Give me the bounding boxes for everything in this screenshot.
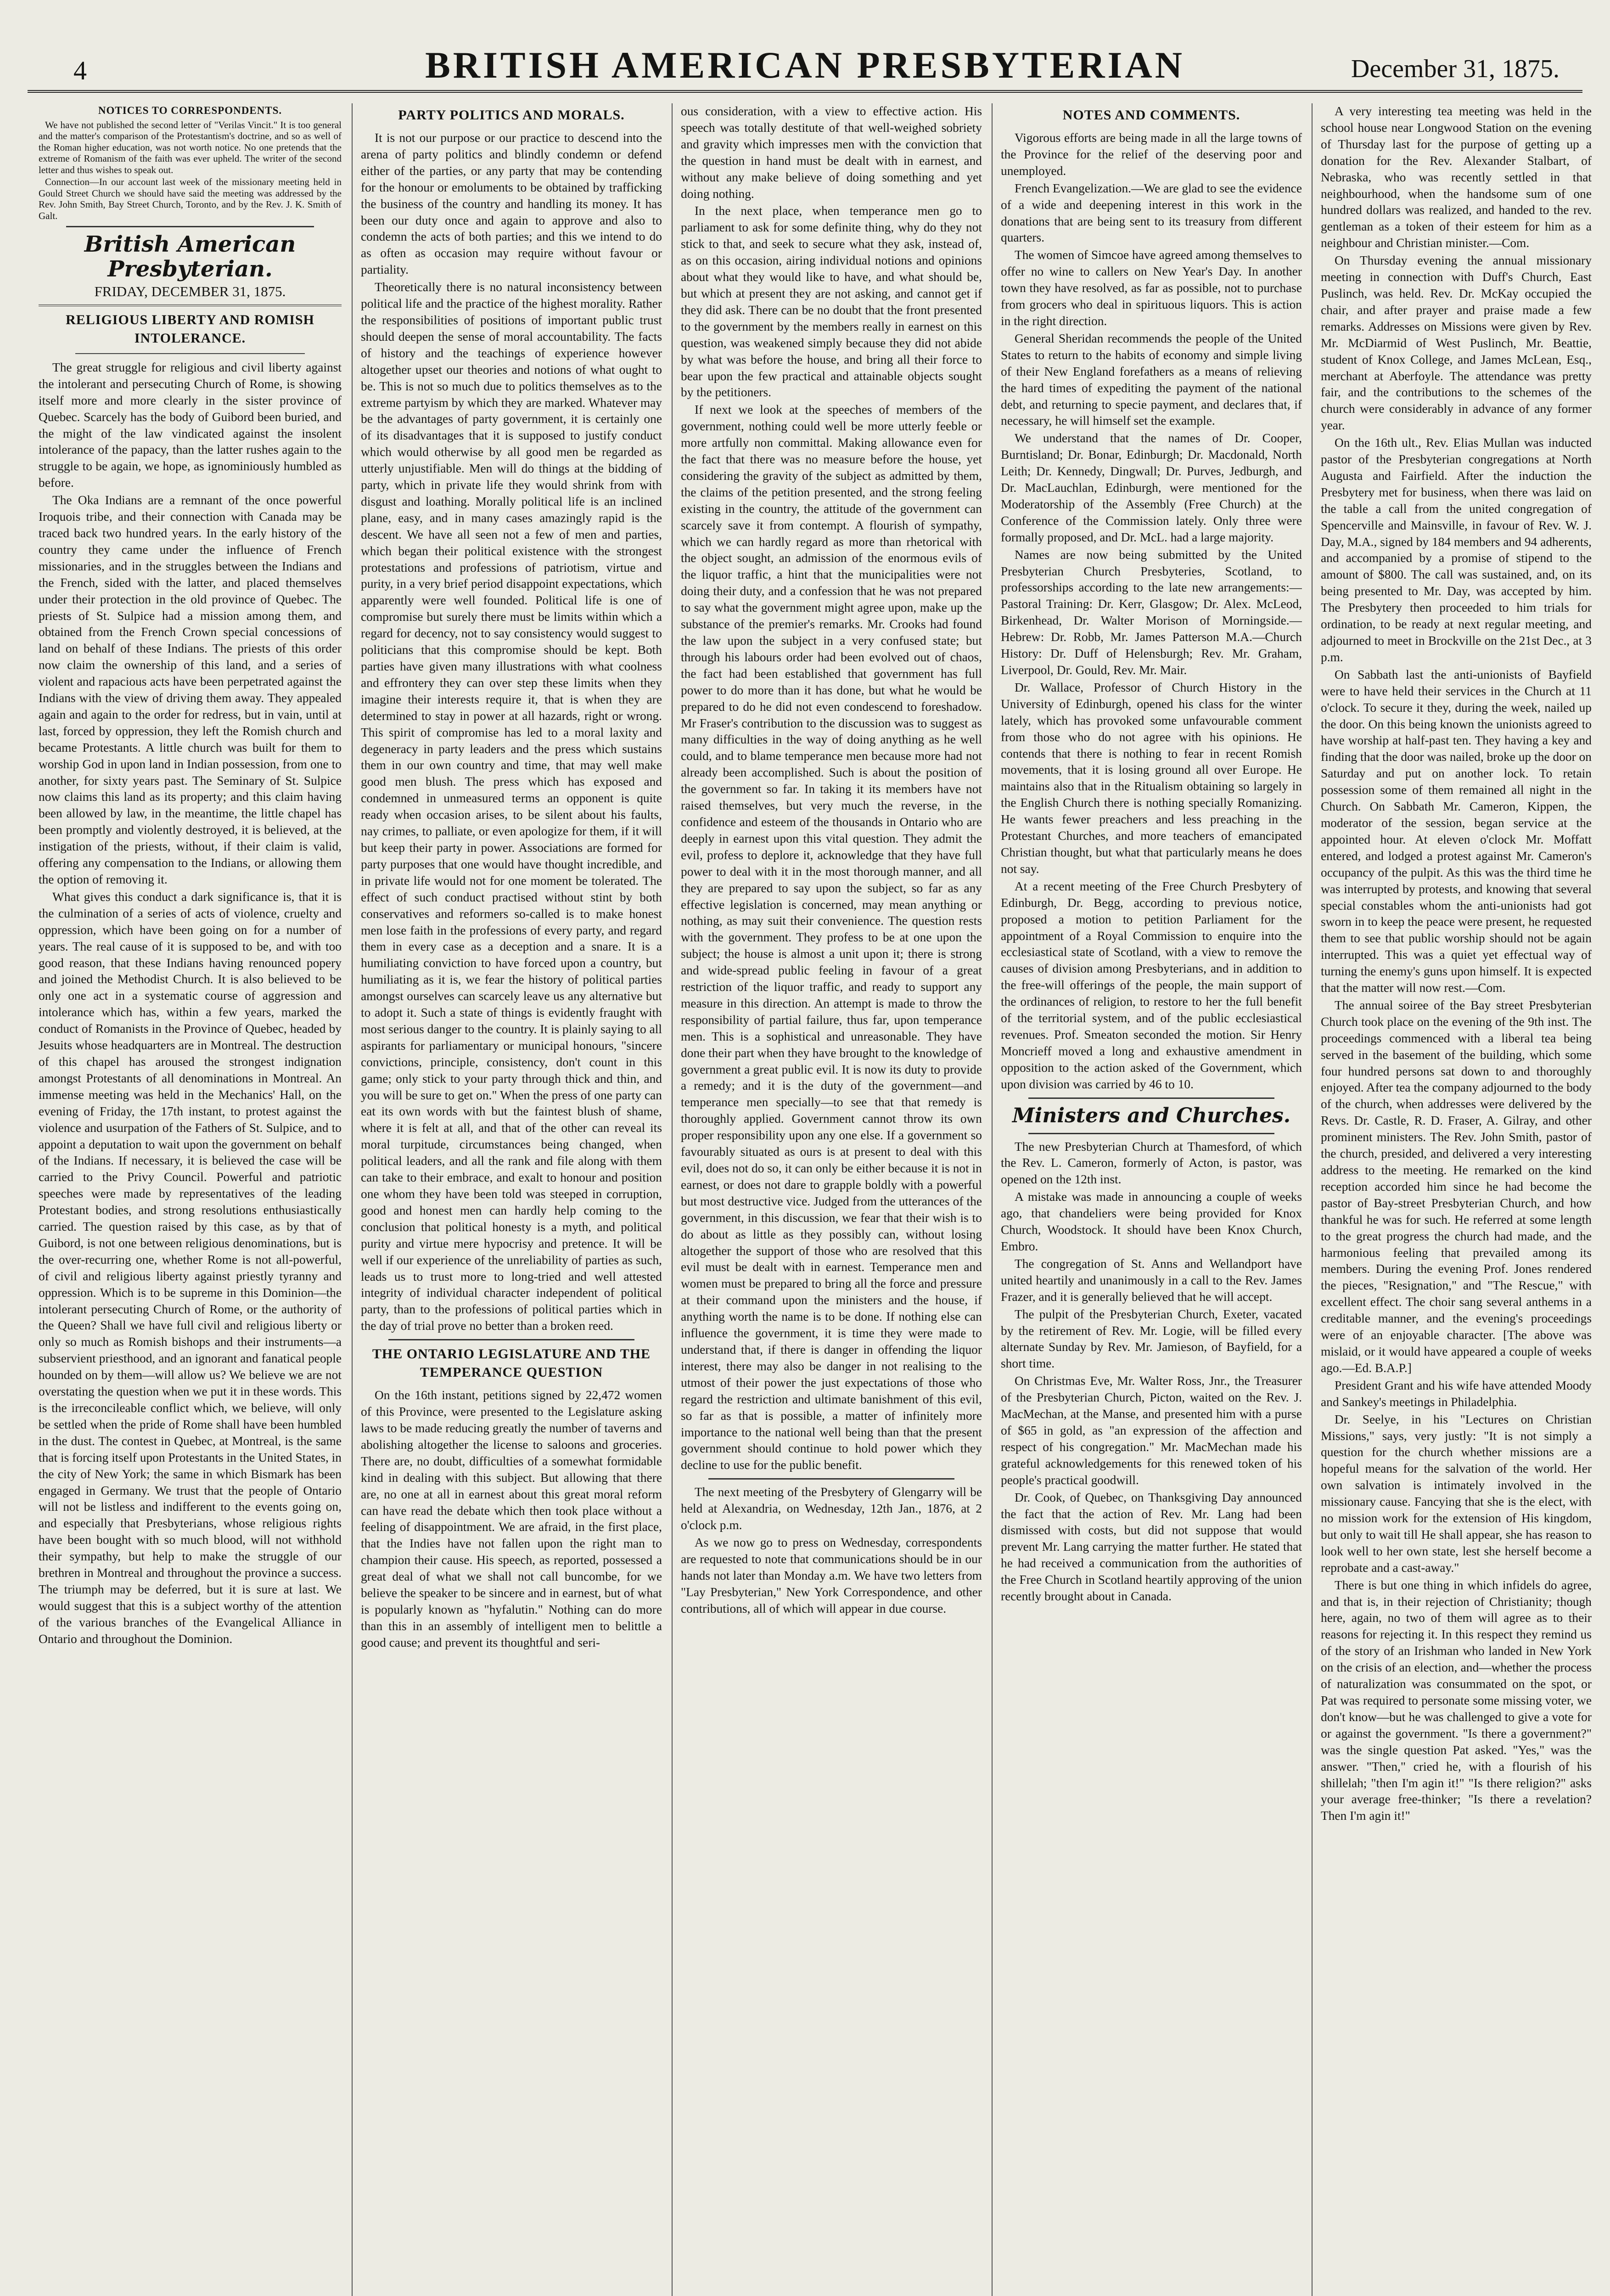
page-header: [0, 0, 1610, 90]
article-paragraph: In the next place, when temperance men go to parliament to ask for some definite thing, why do they not stick to that, and seek to secure what they ask, instead of, as on this occasion, airing individual notions and opinions about what they would like to have, and what should be, but which at present they are not asking, and cannot get if they did ask. There can be no doubt that the front presented to the government by the members really in earnest on this question, was weakened simply because they did not abide by what was before the house, and bring all their force to bear upon the few practical and attainable objects sought by the petitioners.: [681, 204, 982, 400]
column-2: [361, 103, 662, 2296]
news-item: General Sheridan recommends the people of the United States to return to the habits of economy and simple living of their New England forefathers as a means of relieving the hard times of expediting the payment of the national debt, and returning to specie payment, and declares that, if necessary, he will himself set the example.: [1001, 331, 1302, 428]
paper-name: British American Presbyterian.: [84, 231, 296, 282]
column-5: [1321, 103, 1592, 2296]
notices-title: NOTICES TO CORRESPONDENTS.: [98, 105, 282, 116]
news-item: A mistake was made in announcing a couple of weeks ago, that chandeliers were being provided for Knox Church, Woodstock. It should have been Knox Church, Embro.: [1001, 1190, 1302, 1253]
paper-date: FRIDAY, DECEMBER 31, 1875.: [94, 283, 286, 299]
column-divider: [352, 103, 353, 2296]
column-divider: [672, 103, 673, 2296]
column-1: [39, 103, 342, 2296]
news-item: French Evangelization.—We are glad to see the evidence of a wide and deepening interest in this work in the donations that are being sent to its treasury from different quarters.: [1001, 181, 1302, 245]
section-title: Ministers and Churches.: [1012, 1103, 1291, 1127]
notice-paragraph: The next meeting of the Presbytery of Glengarry will be held at Alexandria, on Wednesday, 12th Jan., 1876, at 2 o'clock p.m.: [681, 1485, 982, 1532]
divider: [1028, 1097, 1274, 1099]
page-number: 4: [73, 56, 87, 85]
masthead: BRITISH AMERICAN PRESBYTERIAN: [425, 44, 1185, 86]
news-item: On the 16th ult., Rev. Elias Mullan was inducted pastor of the Presbyterian congregations at North Augusta and Fairfield. After the induction the Presbytery met for business, when there was laid on the table a call from the united congregation of Spencerville and Mainsville, in favour of Rev. W. J. Day, M.A., signed by 184 members and 94 adherents, and accompanied by a promise of stipend to the amount of $800. The call was sustained, and, on its being presented to Mr. Day, was accepted by him. The Presbytery then proceeded to him trials for ordination, to be ready at next regular meeting, and adjourned to meet in Brockville on the 21st Dec., at 3 p.m.: [1321, 436, 1592, 664]
article-title: PARTY POLITICS AND MORALS.: [398, 107, 625, 123]
divider: [1028, 1133, 1274, 1134]
article-paragraph: If next we look at the speeches of members of the government, nothing could well be more utterly feeble or more artfully non committal. Making allowance even for the fact that there was no measure before the house, yet considering the gravity of the subject as admitted by them, the claims of the petition presented, and the strong feeling existing in the country, the attitude of the government can scarcely save it from contempt. A flourish of sympathy, which we can hardly regard as more than rhetorical with the object sought, an admission of the enormous evils of the liquor traffic, a hint that the municipalities were not doing their duty, and a confession that he was not prepared to say what the government might agree upon, make up the substance of the premier's remarks. Mr. Crooks had found the law upon the subject in a very confused state; but through his labours order had been evolved out of chaos, the fact had been established that government has full power to do more than it has done, but what he would be prepared to do he did not even condescend to foreshadow. Mr Fraser's contribution to the discussion was to suggest as many difficulties in the way of doing anything as he well could, and to blame temperance men because more had not already been accomplished. Such is about the position of the government so far. In taking it its members have not raised themselves, but very much the reverse, in the confidence and esteem of the thousands in Ontario who are deeply in earnest upon this vital question. They admit the evil, profess to deplore it, acknowledge that they have full power to deal with it in the most thorough manner, and all they are prepared to say upon the subject, so far as any effective legislation is concerned, may mean anything or nothing, as may suit their convenience. The question rests with the government. They profess to be at one upon the subject; the house is almost a unit upon it; there is strong and wide-spread public feeling in favour of a great restriction of the liquor traffic, and ready to support any measure in this direction. An attempt is made to throw the responsibility of partial failure, thus far, upon temperance men. This is a sophistical and unreasonable. They have done their part when they have brought to the knowledge of government a great public evil. It is now its duty to provide a remedy; and it is the duty of the government—and temperance men specially—to see that that remedy is thoroughly applied. Government cannot throw its own proper responsibility upon any one else. If a government so favourably situated as ours is at present to deal with this evil, does not do so, it can only be either because it is not in earnest, or does not dare to grapple boldly with a powerful but most destructive vice. Judged from the utterances of the government, in this discussion, we fear that their wish is to do about as little as they possibly can, without losing altogether the support of those who are resolved that this evil must be dealt with in earnest. Temperance men and women must be prepared to bring all the force and pressure at their command upon the ministers and the house, if anything worth the name is to be done. If nothing else can influence the government, it is time they were made to understand that, if there is danger in offending the liquor interest, there may also be danger in not realising to the utmost of their power the just expectations of those who regard the restriction and ultimate banishment of this evil, so far as that is possible, a matter of infinitely more importance to the national well being than that the present government should continue to hold power which they decline to use for the public benefit.: [681, 403, 982, 1472]
news-item: On Sabbath last the anti-unionists of Bayfield were to have held their services in the Church at 11 o'clock. To secure it they, during the week, nailed up the door. On this being known the unionists agreed to have worship at half-past ten. They having a key and finding that the door was nailed, broke up the door on Saturday and put on another lock. To retain possession some of them remained all night in the Church. On Sabbath Mr. Cameron, Kippen, the moderator of the session, began service at the appointed hour. At eleven o'clock Mr. Moffatt entered, and lodged a protest against Mr. Cameron's occupancy of the pulpit. As this was the third time he was interrupted by protests, and knowing that several special constables whom the anti-unionists had got sworn in to keep the peace were present, he requested them to see that public worship should not be again interrupted. This was a quiet yet effectual way of turning the enemy's guns upon himself. It is expected that the matter will now rest.—Com.: [1321, 667, 1592, 995]
news-item: Names are now being submitted by the United Presbyterian Church Presbyteries, Scotland, to professorships according to the late new arrangements:—Pastoral Training: Dr. Kerr, Glasgow; Dr. Alex. McLeod, Birkenhead, Dr. Walter Morison of Morningside.—Hebrew: Dr. Robb, Mr. James Patterson M.A.—Church History: Dr. Duff of Helensburgh; Rev. Mr. Graham, Liverpool, Dr. Gould, Rev. Mr. Mair.: [1001, 547, 1302, 677]
news-item: Vigorous efforts are being made in all the large towns of the Province for the relief of the deserving poor and unemployed.: [1001, 131, 1302, 178]
news-item: The women of Simcoe have agreed among themselves to offer no wine to callers on New Year's Day. In another town they have resolved, as far as possible, not to purchase from grocers who deal in spirituous liquors. This is action in the right direction.: [1001, 248, 1302, 328]
article-paragraph: The great struggle for religious and civil liberty against the intolerant and persecuting Church of Rome, is showing itself more and more clearly in the sister province of Quebec. Scarcely has the body of Guibord been buried, and the might of the law vindicated against the insolent intolerance of the papacy, than the latter rushes again to the struggle to be again, we hope, as ignominiously humbled as before.: [39, 360, 342, 490]
news-item: The new Presbyterian Church at Thamesford, of which the Rev. L. Cameron, formerly of Acton, is pastor, was opened on the 12th inst.: [1001, 1139, 1302, 1187]
news-item: A very interesting tea meeting was held in the school house near Longwood Station on the evening of Thursday last for the purpose of getting up a donation for the Rev. Alexander Stalbart, of Nebraska, who was recently settled in that neighbourhood, when the handsome sum of one hundred dollars was realized, and handed to the rev. gentleman as a token of their esteem for him as a neighbour and Christian minister.—Com.: [1321, 104, 1592, 250]
article-paragraph: ous consideration, with a view to effective action. His speech was totally destitute of that well-weighed sobriety and gravity which impresses men with the conviction that the question in hand must be dealt with in earnest, and without any make believe of doing something and yet doing nothing.: [681, 104, 982, 201]
news-item: On Thursday evening the annual missionary meeting in connection with Duff's Church, East Puslinch, was held. Rev. Dr. McKay occupied the chair, and after prayer and praise made a few remarks. Addresses on Missions were given by Rev. Mr. McDiarmid of West Puslinch, Mr. Beattie, student of Knox College, and James McLean, Esq., merchant at Aberfoyle. The attendance was pretty fair, and the contributions to the schemes of the church were considerably in advance of any former year.: [1321, 253, 1592, 433]
news-item: Dr. Wallace, Professor of Church History in the University of Edinburgh, opened his class for the winter lately, which has provoked some unfavourable comment from those who do not agree with his opinions. He contends that there is nothing to fear in recent Romish movements, that it is losing ground all over Europe. He maintains also that in the Ritualism obtaining so largely in the English Church there is nothing specially Romanizing. He wants fewer preachers and less preaching in the Protestant Churches, and more teachers of emancipated Christian thought, but what that particularly means he does not say.: [1001, 680, 1302, 876]
notice-paragraph: As we now go to press on Wednesday, correspondents are requested to note that communications should be in our hands not later than Monday a.m. We have two letters from "Lay Presbyterian," New York Correspondence, and other contributions, all of which will appear in due course.: [681, 1535, 982, 1615]
news-item: Dr. Seelye, in his "Lectures on Christian Missions," says, very justly: "It is not simply a question for the church whether missions are a hopeful means for the salvation of the world. Her own salvation is intimately involved in the missionary cause. Fancying that she is the elect, with no mission work for the extension of His kingdom, but only to wait till He shall appear, she has reason to look well to her own state, lest she herself become a reprobate and a cast-away.": [1321, 1412, 1592, 1575]
news-item: On Christmas Eve, Mr. Walter Ross, Jnr., the Treasurer of the Presbyterian Church, Picton, waited on the Rev. J. MacMechan, at the Manse, and presented him with a purse of $65 in gold, as "an expression of the affection and respect of his congregation." Mr. MacMechan made his grateful acknowledgements for this renewed token of his people's practical goodwill.: [1001, 1374, 1302, 1487]
article-paragraph: It is not our purpose or our practice to descend into the arena of party politics and blindly condemn or defend either of the parties, or any party that may be contending for the honour or emoluments to be obtained by trafficking the business of the country and handling its money. It has been our duty once and again to approve and also to condemn the acts of both parties; and this we intend to do as often as occasion may require without favour or partiality.: [361, 131, 662, 277]
column-divider: [992, 103, 993, 2296]
news-item: Dr. Cook, of Quebec, on Thanksgiving Day announced the fact that the action of Rev. Mr. Lang had been dismissed with costs, but did not suppose that would prevent Mr. Lang carrying the matter further. He stated that he had received a communication from the authorities of the Free Church in Scotland heartily approving of the union recently brought about in Canada.: [1001, 1490, 1302, 1604]
news-item: We understand that the names of Dr. Cooper, Burntisland; Dr. Bonar, Edinburgh; Dr. Macdonald, North Leith; Dr. Kennedy, Dingwall; Dr. Purves, Jedburgh, and Dr. MacLauchlan, Edinburgh, were mentioned for the Moderatorship of the Assembly (Free Church) at the Conference of the Commission lately. Only three were formally proposed, and Dr. McL. had a large majority.: [1001, 431, 1302, 544]
divider: [708, 1478, 954, 1480]
news-item: The congregation of St. Anns and Wellandport have united heartily and unanimously in a call to the Rev. James Frazer, and it is generally believed that he will accept.: [1001, 1256, 1302, 1304]
article-paragraph: On the 16th instant, petitions signed by 22,472 women of this Province, were presented to the Legislature asking laws to be made reducing greatly the number of taverns and abolishing altogether the license to saloons and groceries. There are, no doubt, difficulties of a somewhat formidable kind in dealing with this subject. But allowing that there are, no one at all in earnest about this great moral reform can have read the debate which then took place without a feeling of disappointment. We are afraid, in the first place, that the Indies have not fallen upon the right man to champion their cause. His speech, as reported, possessed a great deal of what we shall not call buncombe, for we believe the speaker to be sincere and in earnest, but of what is popularly known as "hyfalutin." Nothing can do more than this in an assembly of intelligent men to belittle a good cause; and prevent its thoughtful and seri-: [361, 1388, 662, 1649]
article-paragraph: What gives this conduct a dark significance is, that it is the culmination of a series of acts of violence, cruelty and oppression, which have been going on for a number of years. The real cause of it is supposed to be, and with too good reason, that these Indians having renounced popery and joined the Methodist Church. It is also believed to be only one act in a systematic course of aggression and intolerance which has, within a few years, marked the conduct of Romanists in the Province of Quebec, headed by Jesuits whose headquarters are in Montreal. The destruction of this chapel has aroused the strongest indignation amongst Protestants of all denominations in Montreal. An immense meeting was held in the Mechanics' Hall, on the evening of Friday, the 17th instant, to protest against the violence and usurpation of the Fathers of St. Sulpice, and to appoint a deputation to wait upon the government on behalf of the Indians. If necessary, it is believed the case will be carried to the Privy Council. Powerful and patriotic speeches were made by representatives of the leading Protestant bodies, and strong resolutions enthusiastically carried. The question raised by this case, as by that of Guibord, is not one between religious denominations, but is the over-recurring one, whether Rome is not all-powerful, of civil and religious liberty against priestly tyranny and oppression. Which is to be supreme in this Dominion—the intolerant persecuting Church of Rome, or the authority of the Queen? Shall we have full civil and religious liberty or only so much as Romish bishops and their instruments—a subservient priesthood, and an ignorant and fanatical people hounded on by them—will allow us? We believe we are not overstating the question when we put it in these words. This is the irreconcileable conflict which, we believe, will only be settled when the pride of Rome shall have been humbled in the dust. The contest in Quebec, at Montreal, is the same that is forcing itself upon Protestants in the United States, in the city of New York; the same in which Bismark has been engaged in Germany. We trust that the people of Ontario will not be listless and indifferent to the events going on, and especially that Presbyterians, whose religious rights have been bought with so much blood, will not withhold their sympathy, but help to make the struggle of our brethren in Montreal and throughout the province a success. The triumph may be deferred, but it is sure at last. We would suggest that this is a subject worthy of the attention of the various branches of the Evangelical Alliance in Ontario and throughout the Dominion.: [39, 889, 342, 1646]
news-item: President Grant and his wife have attended Moody and Sankey's meetings in Philadelphia.: [1321, 1378, 1592, 1409]
title-rule: [75, 353, 305, 354]
news-item: The annual soiree of the Bay street Presbyterian Church took place on the evening of the 9th inst. The proceedings commenced with a liberal tea being served in the basement of the building, which some four hundred persons sat down to and thoroughly enjoyed. After tea the company adjourned to the body of the church, when addresses were delivered by the Revs. Dr. Castle, R. D. Fraser, A. Gilray, and other prominent ministers. The Rev. John Smith, pastor of the church, presided, and delivered a very interesting address to the meeting. He remarked on the kind reception accorded him since he had become the pastor of Bay-street Presbyterian Church, and how thankful he was for such. He referred at some length to the great progress the church had made, and the harmonious feeling that prevailed among its members. During the evening Prof. Jones rendered the pieces, "Resignation," and "The Rescue," with excellent effect. The choir sang several anthems in a creditable manner, and the evening's proceedings were of an enjoyable character. [The above was mislaid, or it would have appeared a couple of weeks ago.—Ed. B.A.P.]: [1321, 998, 1592, 1375]
divider: [388, 1339, 634, 1340]
article-paragraph: Theoretically there is no natural inconsistency between political life and the practice of the highest morality. Rather the responsibilities of positions of important public trust should deepen the sense of moral accountability. The facts of history and the teachings of experience however altogether upset our theories and notions of what ought to be. This is not so much due to politics themselves as to the extreme partyism by which they are marked. Whatever may be the advantages of party government, it is certainly one of its disadvantages that it is supposed to justify conduct which would otherwise by all good men be regarded as utterly unjustifiable. Men will do things at the bidding of party, which in private life they would shrink from with disgust and loathing. Morally political life is an inclined plane, easy, and in many cases amazingly rapid is the descent. We have all seen not a few of men and parties, which began their political existence with the strongest protestations and professions of patriotism, virtue and purity, in a very brief period disappoint expectations, which apparently were well founded. Political life is one of compromise but surely there must be limits within which a regard for decency, not to say consistency would suggest to politicians that this compromise should be kept. Both parties have given many illustrations with what coolness and effrontery they can over step these limits when they imagine their interests require it, that is when they are determined to stay in power at all hazards, right or wrong. This spirit of compromise has led to a moral laxity and degeneracy in party leaders and the press which sustains them in our own country and time, that may well make good men blush. The press which has exposed and condemned in unmeasured terms an opponent is quite ready when occasion arises, to be silent about his faults, nay crimes, to palliate, or even apologize for them, if it will but keep their party in power. Associations are formed for party purposes that one would have thought incredible, and in private life would not for one moment be tolerated. The effect of such conduct practised without stint by both conservatives and reformers so-called is to make honest men lose faith in the professions of every party, and regard them in every case as a deception and a snare. It is a humiliating conviction to have forced upon a country, but humiliating as it is, we fear the history of political parties amongst ourselves can scarcely leave us any alternative but to adopt it. Such a state of things is evidently fraught with most serious danger to the country. It is plainly saying to all aspirants for parliamentary or municipal honours, "sincere convictions, principle, consistency, don't count in this game; only stick to your party through thick and thin, and you will be sure to get on." When the press of one party can eat its own words with but the faintest blush of shame, where it is felt at all, and that of the other can reveal its moral turpitude, circumstances being changed, when political leaders, and all the rank and file along with them can take to their embrace, and exalt to honour and position one whom they have been told was steeped in corruption, good and honest men can hardly help coming to the conclusion that political honesty is a myth, and political purity and virtue mere hypocrisy and pretence. It will be well if our experience of the unreliability of parties as such, leads us to trust more to long-tried and well attested integrity of individual character independent of political party, than to the professions of political parties which in the day of trial prove no better than a broken reed.: [361, 280, 662, 1333]
article-title: RELIGIOUS LIBERTY AND ROMISH INTOLERANCE.: [66, 312, 314, 346]
divider: [39, 304, 342, 306]
column-divider: [1312, 103, 1313, 2296]
column-4: [1001, 103, 1302, 2296]
article-paragraph: The Oka Indians are a remnant of the once powerful Iroquois tribe, and their connection with Canada may be traced back two hundred years. In the early history of the country they came under the influence of French missionaries, and in the struggles between the Indians and the French, sided with the latter, and placed themselves under their protection in the old province of Quebec. The priests of St. Sulpice had a mission among them, and obtained from the French Crown special concessions of land on behalf of these Indians. The priests of this order now claim the ownership of this land, and a series of violent and rapacious acts have been perpetrated against the Indians with the view of driving them away. They appealed again and again to the order for redress, but in vain, until at last, forced by oppression, they left the Romish church and became Protestants. A little church was built for them to worship God in upon land in Indian possession, from one to another, for sixty years past. The Seminary of St. Sulpice now claims this land as its property; and this claim having been allowed by law, in the meantime, the little chapel has been promptly and violently destroyed, it is believed, at the instigation of the priests, without, if their claim is valid, offering any compensation to the Indians, or allowing them the option of removing it.: [39, 493, 342, 886]
article-title: THE ONTARIO LEGISLATURE AND THE TEMPERANCE QUESTION: [372, 1346, 651, 1380]
header-rule: [28, 90, 1582, 93]
issue-date: December 31, 1875.: [1351, 55, 1560, 83]
notices-paragraph: We have not published the second letter of "Verilas Vincit." It is too general and the matter's comparison of the Protestantism's doctrine, and so as well of the Roman higher education, was not worth notice. No one pretends that the extreme of Romanism of the faith was ever upheld. The writer of the second letter and thus wishes to speak out.: [39, 119, 342, 175]
divider: [66, 226, 314, 227]
notices-paragraph: Connection—In our account last week of the missionary meeting held in Gould Street Church we should have said the meeting was addressed by the Rev. John Smith, Bay Street Church, Toronto, and by the Rev. J. K. Smith of Galt.: [39, 176, 342, 221]
news-item: At a recent meeting of the Free Church Presbytery of Edinburgh, Dr. Begg, according to previous notice, proposed a motion to petition Parliament for the appointment of a Royal Commission to enquire into the ecclesiastical state of Scotland, with a view to remove the causes of division among Presbyterians, and in addition to the free-will offerings of the people, the main support of the ordinances of religion, to restore to her the full benefit of the territorial system, and of the public ecclesiastical revenues. Prof. Smeaton seconded the motion. Sir Henry Moncrieff moved a long and exhaustive amendment in opposition to the action asked of the Government, which upon division was carried by 46 to 10.: [1001, 879, 1302, 1091]
column-3: [681, 103, 982, 2296]
news-item: The pulpit of the Presbyterian Church, Exeter, vacated by the retirement of Rev. Mr. Logie, will be filled every alternate Sunday by Rev. Mr. Jamieson, of Bayfield, for a short time.: [1001, 1307, 1302, 1371]
section-title: NOTES AND COMMENTS.: [1062, 107, 1240, 123]
notices-section: [39, 105, 342, 221]
news-item: There is but one thing in which infidels do agree, and that is, in their rejection of Christianity; though here, again, no two of them will agree as to their reasons for rejecting it. In this respect they remind us of the story of an Irishman who landed in New York on the crisis of an election, and—whether the process of naturalization was consummated on the spot, or Pat was required to personate some missing voter, we don't know—but he was challenged to give a vote for or against the government. "Is there a government?" was the single question Pat asked. "Yes," was the answer. "Then," cried he, with a flourish of his shillelah; "then I'm agin it!" "Is there religion?" asks your average free-thinker; "Is there a revelation? Then I'm agin it!": [1321, 1578, 1592, 1823]
